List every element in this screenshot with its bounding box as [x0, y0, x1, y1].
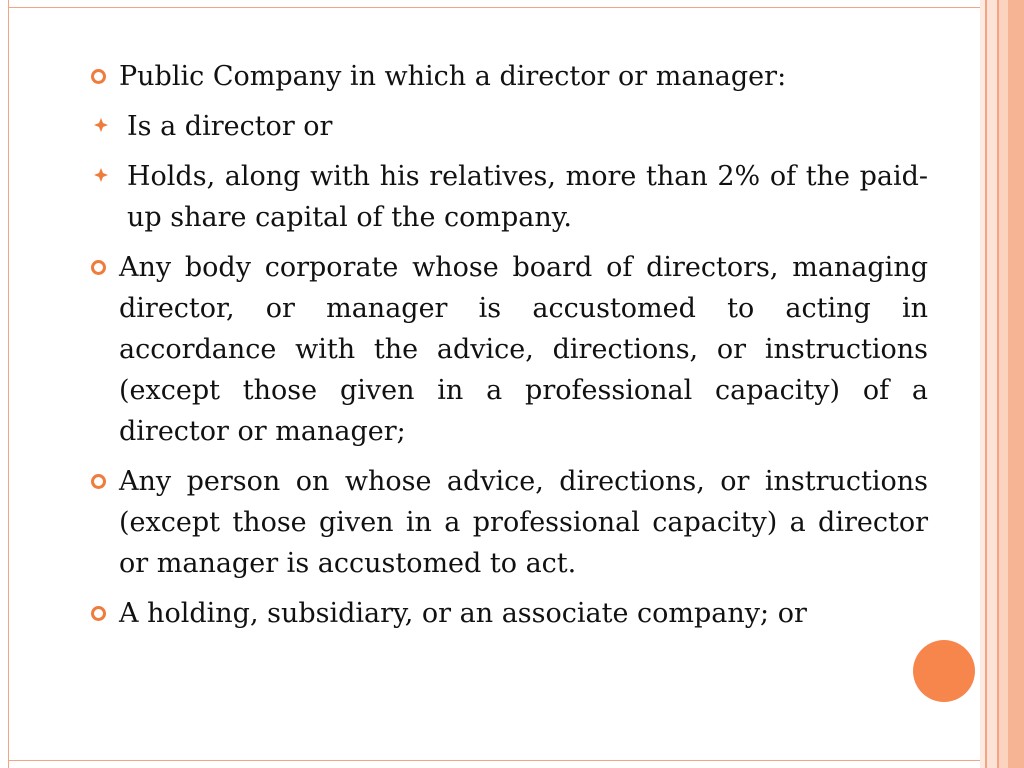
bullet-text: Is a director or [127, 111, 333, 142]
right-decorative-stripes [980, 0, 1024, 768]
orange-circle-decoration [913, 640, 975, 702]
stripe [1008, 0, 1024, 768]
frame-left-line [8, 0, 9, 768]
bullet-text: A holding, subsidiary, or an associate company; or [119, 598, 807, 629]
stripe [999, 0, 1008, 768]
bullet-text: Holds, along with his relatives, more than 2% of the paid-up share capital of the company. [127, 161, 928, 233]
bullet-text: Public Company in which a director or manager: [119, 61, 787, 92]
bullet-item [88, 461, 928, 584]
diamond-bullet-icon [93, 117, 109, 133]
bullet-item [88, 56, 928, 97]
bullet-list [88, 56, 928, 643]
bullet-item [88, 247, 928, 452]
bullet-text: Any person on whose advice, directions, or instructions (except those given in a professional capacity) a director or manager is accustomed to act. [119, 466, 928, 579]
ring-bullet-icon [91, 606, 106, 621]
sub-bullet-item [88, 156, 928, 238]
frame-top-line [8, 7, 980, 8]
ring-bullet-icon [91, 474, 106, 489]
frame-bottom-line [8, 760, 980, 761]
stripe [987, 0, 997, 768]
ring-bullet-icon [91, 69, 106, 84]
sub-bullet-item [88, 106, 928, 147]
bullet-text: Any body corporate whose board of directors, managing director, or manager is accustomed to acting in accordance with the advice, directions, or instructions (except those given in a professional capacity) of a director or manager; [119, 252, 928, 447]
bullet-item [88, 593, 928, 634]
ring-bullet-icon [91, 260, 106, 275]
diamond-bullet-icon [93, 167, 109, 183]
